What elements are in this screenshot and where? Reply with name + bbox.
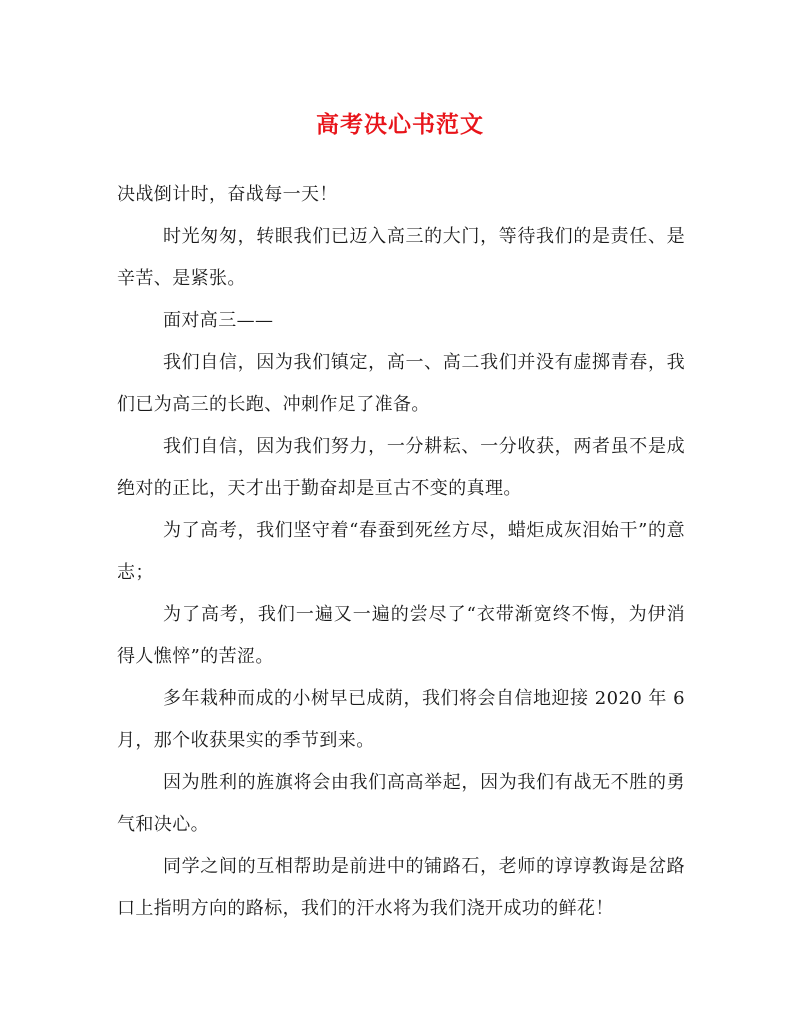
paragraph-7: 为了高考，我们一遍又一遍的尝尽了“衣带渐宽终不悔，为伊消得人憔悴”的苦涩。: [117, 604, 685, 667]
paragraph-1: 决战倒计时，奋战每一天！: [117, 184, 338, 205]
paragraph-10: 同学之间的互相帮助是前进中的铺路石，老师的谆谆教诲是岔路口上指明方向的路标，我们的汗水将为我们浇开成功的鲜花！: [117, 856, 685, 919]
paragraph-6: 为了高考，我们坚守着“春蚕到死丝方尽，蜡炬成灰泪始干”的意志；: [117, 520, 685, 583]
document-title: 高考决心书范文: [316, 111, 484, 138]
paragraph-4: 我们自信，因为我们镇定，高一、高二我们并没有虚掷青春，我们已为高三的长跑、冲刺作足了准备。: [117, 352, 685, 415]
paragraph-5: 我们自信，因为我们努力，一分耕耘、一分收获，两者虽不是成绝对的正比，天才出于勤奋却是亘古不变的真理。: [117, 436, 685, 499]
paragraph-3: 面对高三——: [163, 310, 274, 331]
paragraph-8: 多年栽种而成的小树早已成荫，我们将会自信地迎接 2020 年 6 月，那个收获果实的季节到来。: [117, 688, 685, 751]
paragraph-9: 因为胜利的旌旗将会由我们高高举起，因为我们有战无不胜的勇气和决心。: [117, 772, 685, 835]
document-body: [117, 174, 685, 930]
paragraph-2: 时光匆匆，转眼我们已迈入高三的大门，等待我们的是责任、是辛苦、是紧张。: [117, 226, 685, 289]
